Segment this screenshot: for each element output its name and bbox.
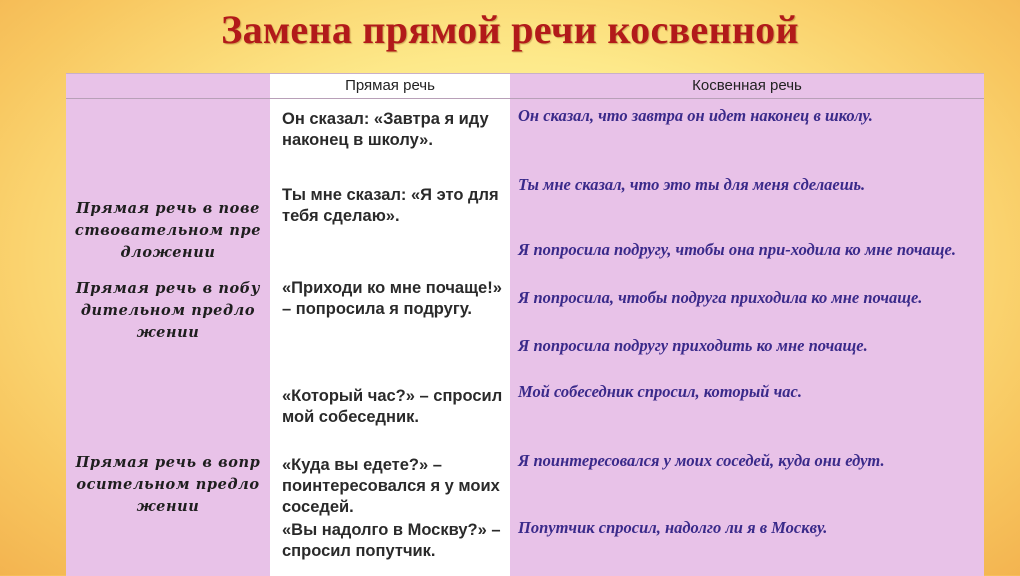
category-interrogative: Прямая речь в вопросительном предложении xyxy=(75,454,261,515)
category-imperative: Прямая речь в побудительном предложении xyxy=(75,280,261,341)
direct-sentence-3: «Приходи ко мне почаще!» – попросила я подругу. xyxy=(282,279,502,318)
indirect-sentence-6: Мой собеседник спросил, который час. xyxy=(518,382,802,401)
page-title: Замена прямой речи косвенной xyxy=(221,7,799,52)
direct-sentence-5: «Куда вы едете?» – поинтересовался я у моих соседей. xyxy=(282,456,500,516)
indirect-sentence-7: Я поинтересовался у моих соседей, куда они едут. xyxy=(518,451,885,470)
category-narrative: Прямая речь в повествовательном предложении xyxy=(74,200,262,261)
indirect-sentence-2: Ты мне сказал, что это ты для меня сделаешь. xyxy=(518,175,866,194)
indirect-sentence-3: Я попросила подругу, чтобы она при-ходила ко мне почаще. xyxy=(518,240,956,259)
direct-sentence-1: Он сказал: «Завтра я иду наконец в школу». xyxy=(282,110,489,149)
indirect-sentence-1: Он сказал, что завтра он идет наконец в школу. xyxy=(518,106,873,125)
indirect-speech-column xyxy=(510,74,984,576)
direct-speech-column xyxy=(270,74,510,576)
direct-sentence-6: «Вы надолго в Москву?» – спросил попутчик. xyxy=(282,521,501,560)
category-header xyxy=(66,74,270,99)
indirect-sentence-5: Я попросила подругу приходить ко мне почаще. xyxy=(518,336,868,355)
direct-sentence-4: «Который час?» – спросил мой собеседник. xyxy=(282,387,503,426)
indirect-sentence-8: Попутчик спросил, надолго ли я в Москву. xyxy=(518,518,828,537)
indirect-sentence-4: Я попросила, чтобы подруга приходила ко мне почаще. xyxy=(518,288,923,307)
direct-speech-header: Прямая речь xyxy=(270,74,510,99)
direct-sentence-2: Ты мне сказал: «Я это для тебя сделаю». xyxy=(282,186,499,225)
speech-table xyxy=(66,73,984,576)
category-column xyxy=(66,74,270,576)
indirect-speech-header: Косвенная речь xyxy=(510,74,984,99)
